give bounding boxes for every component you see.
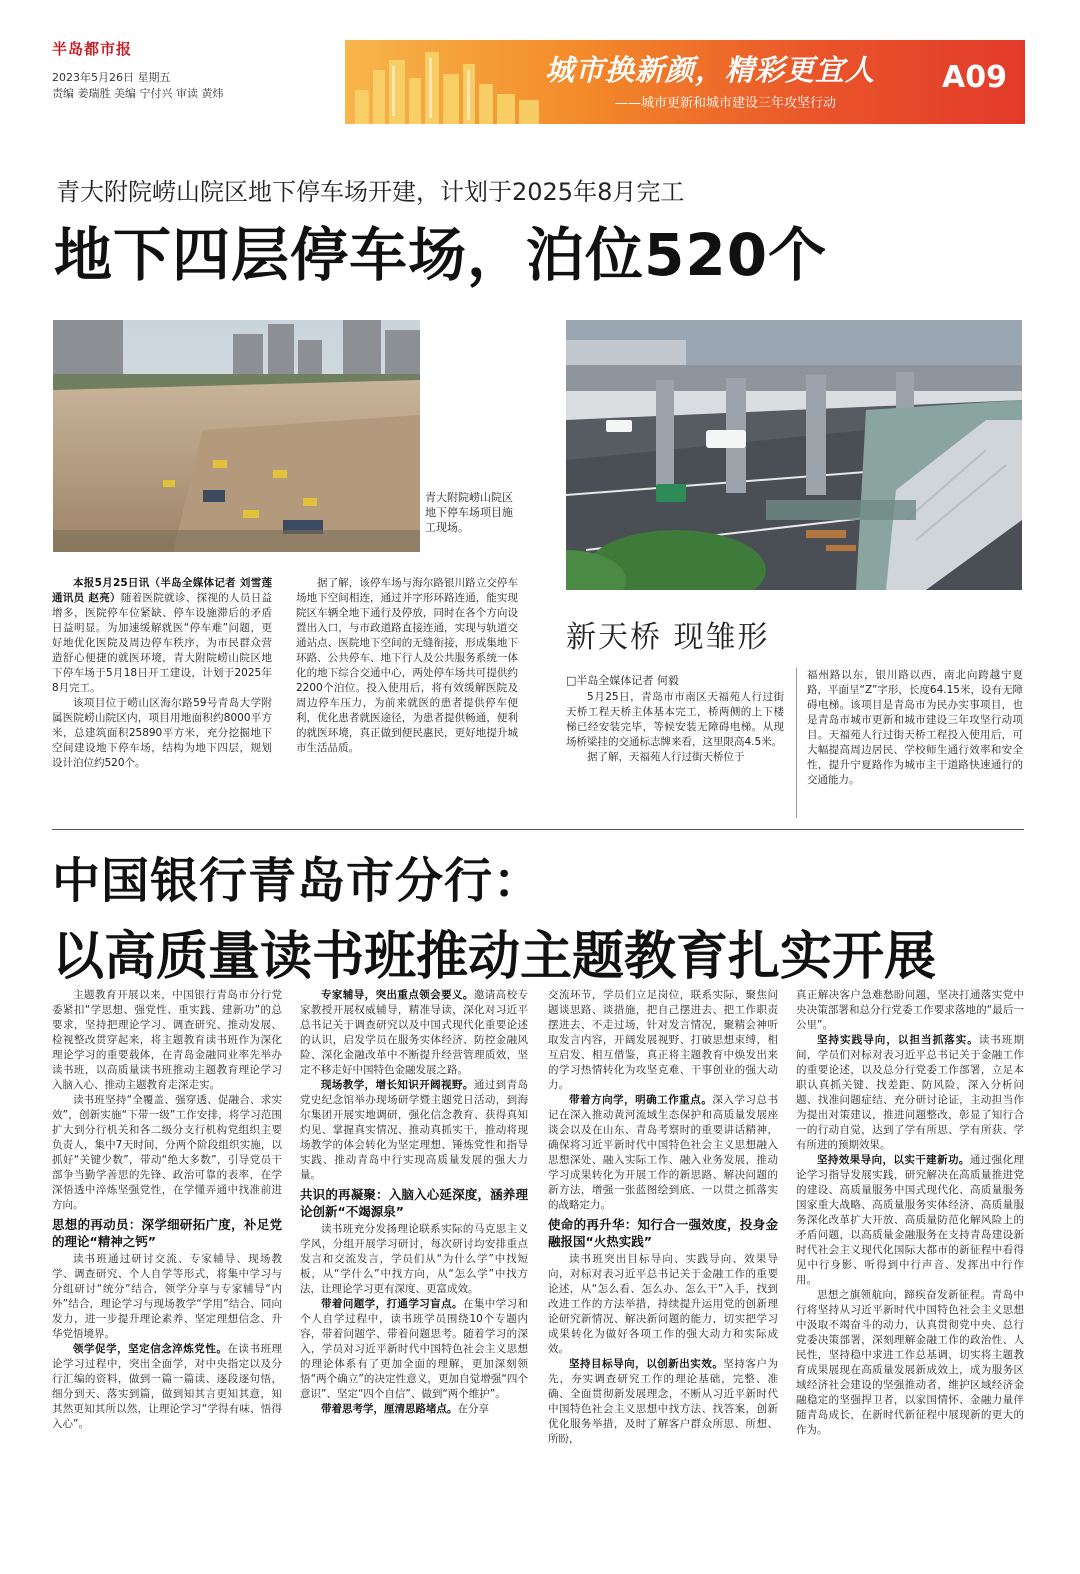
construction-site-photo xyxy=(53,320,420,552)
article3-paragraph: 读书班充分发扬理论联系实际的马克思主义学风，分组开展学习研讨，每次研讨均安排重点发言和交流发言，学员们从“为什么学”中找短板，从“学什么”中找方向，从“怎么学”中找方法，让理论学习更有深度、更富成效。 xyxy=(300,1223,528,1295)
article2-column-1 xyxy=(566,690,784,820)
newspaper-logo: 半岛都市报 xyxy=(52,40,133,58)
article3-paragraph: 坚持效果导向，以实干建新功。通过强化理论学习指导发展实践，研究解决在高质量推进党的建设、高质量服务中国式现代化、高质量服务国家重大战略、高质量服务实体经济、高质量服务深化改革扩大开放、高质量防范化解风险上的矛盾问题，以高质量金融服务在支持青岛建设新时代社会主义现代化国际大都市的新征程中看得见中行身影、听得到中行声音、发挥出中行作用。 xyxy=(796,1154,1024,1286)
article3-paragraph: 坚持实践导向，以担当抓落实。读书班期间，学员们对标对表习近平总书记关于金融工作的重要论述，以及总分行党委工作部署，立足本职认真抓关键、找差距、防风险，深入分析问题、找准问题症结、充分研讨论证，主动担当作为提出对策建议，推进问题整改，彰显了知行合一的行动自觉，达到了学有所思、学有所获、学有所进的预期效果。 xyxy=(796,1034,1024,1151)
article1-paragraph: 据了解，该停车场与海尔路银川路立交停车场地下空间相连，通过并字形环路连通，能实现院区车辆全地下通行及停放，同时在各个方向设置出入口，与市政道路直接连通，实现与轨道交通站点、医院地下空间的无缝衔接，形成集地下环路、公共停车、地下行人及公共服务系统一体化的地下综合交通中心，两处停车场共可提供约2200个泊位。投入使用后，将有效缓解医院及周边停车压力，为前来就医的患者提供停车便利，优化患者就医途径，为患者提供畅通，便利的就医环境，真正做到便民惠民，更好地提升城市生活品质。 xyxy=(296,577,518,754)
article3-paragraph: 带着问题学，打通学习盲点。在集中学习和个人自学过程中，读书班学员围绕10个专题内容，带着问题学、带着问题思考。随着学习的深入，学员对习近平新时代中国特色社会主义思想的理论体系有了更加全面的理解，更加深刻领悟“两个确立”的决定性意义，更加自觉增强“四个意识”、坚定“四个自信”、做到“两个维护”。 xyxy=(300,1298,528,1400)
article2-column-2 xyxy=(807,668,1023,818)
article2-paragraph: 据了解，天福苑人行过街天桥位于 xyxy=(587,751,745,763)
article3-column-4 xyxy=(796,988,1024,1554)
article3-column-1 xyxy=(52,988,282,1554)
article3-paragraph: 主题教育开展以来，中国银行青岛市分行党委紧扣“学思想、强党性、重实践、建新功”的总要求，坚持把理论学习、调查研究、推动发展、检视整改贯穿起来，将主题教育读书班作为深化理论学习的重要载体，在青岛金融同业率先举办读书班，以高质量读书班推动主题教育理论学习入脑入心、推动主题教育走深走实。 xyxy=(52,989,282,1091)
section-divider xyxy=(52,829,1024,830)
article3-subheading: 思想的再动员：深学细研拓广度，补足党的理论“精神之钙” xyxy=(52,1217,282,1249)
article3-column-3 xyxy=(548,988,778,1554)
column-divider xyxy=(796,668,797,818)
editor-credits: 责编 姜瑞胜 美编 宁付兴 审读 黄炜 xyxy=(52,87,224,100)
section-banner xyxy=(345,40,1025,124)
article3-paragraph: 读书班通过研讨交流、专家辅导、现场教学、调查研究、个人自学等形式，将集中学习与分组研讨“统分”结合，领学分享与专家辅导“内外”结合，理论学习与现场教学“学用”结合、同向发力，进一步提升理论素养、坚定理想信念、升华党悟境界。 xyxy=(52,1253,282,1340)
construction-photo-image xyxy=(53,320,420,552)
article3-paragraph: 读书班坚持“全覆盖、强穿透、促融合、求实效”，创新实施“下带一级”工作安排，将学习范围扩大到分行机关和各二级分支行机构党组织主要负责人，集中7天时间，分两个阶段组织实施，以抓好“关键少数”，带动“绝大多数”，引导党员干部争当勤学善思的先锋、政治可靠的表率，在学深悟透中淬炼坚强党性，在学懂弄通中找准前进方向。 xyxy=(52,1094,282,1211)
article3-headline-line2: 以高质量读书班推动主题教育扎实开展 xyxy=(52,927,937,987)
article2-paragraph: 5月25日，青岛市市南区天福苑人行过街天桥工程天桥主体基本完工，桥两侧的上下楼梯已经安装完毕，等候安装无障碍电梯。从现场桥梁挂的交通标志牌来看，这里限高4.5米。 xyxy=(566,691,784,748)
city-skyline-icon xyxy=(345,40,545,124)
construction-photo-caption: 青大附院崂山院区地下停车场项目施工现场。 xyxy=(425,491,513,534)
article3-paragraph: 真正解决客户急难愁盼问题，坚决打通落实党中央决策部署和总分行党委工作要求落地的“最后一公里”。 xyxy=(796,989,1024,1031)
article3-subheading: 共识的再凝聚：入脑入心延深度，涵养理论创新“不竭源泉” xyxy=(300,1187,528,1219)
masthead-meta xyxy=(52,70,223,102)
article1-paragraph: 本报5月25日讯（半岛全媒体记者 刘雪莲 通讯员 赵亮）随着医院就诊、探视的人员日益增多，医院停车位紧缺、停车设施滞后的矛盾日益明显。为加速缓解就医“停车难”问题，更好地优化医院及周边停车秩序，为市民群众营造舒心便捷的就医环境，青大附院崂山院区地下停车场于5月18日开工建设，计划于2025年8月完工。 xyxy=(52,577,272,694)
article2-paragraph: 福州路以东，银川路以西，南北向跨越宁夏路，平面呈“Z”字形，长度64.15米，设有无障碍电梯。该项目是青岛市为民办实事项目，也是青岛市城市更新和城市建设三年攻坚行动项目。天福苑人行过街天桥工程投入使用后，可大幅提高周边居民、学校师生通行效率和安全性，提升宁夏路作为城市主干道路快速通行的交通能力。 xyxy=(807,669,1023,786)
article1-headline: 地下四层停车场，泊位520个 xyxy=(54,221,828,289)
article3-subheading: 使命的再升华：知行合一强效度，投身金融报国“火热实践” xyxy=(548,1217,778,1249)
banner-title: 城市换新颜，精彩更宜人 xyxy=(545,53,876,87)
page-number: A09 xyxy=(942,60,1007,95)
article1-column-2 xyxy=(296,576,518,776)
article3-paragraph: 现场教学，增长知识开阔视野。通过到青岛党史纪念馆举办现场研学暨主题党日活动，到海尔集团开展实地调研，强化信念教育、获得真知灼见、掌握真实情况、推动真抓实干，推动将现场教学的体会转化为坚定理想、锤炼党性和指导实践、推动青岛中行实现高质量发展的强大力量。 xyxy=(300,1079,528,1181)
article1-paragraph: 该项目位于崂山区海尔路59号青岛大学附属医院崂山院区内，项目用地面积约8000平方米，总建筑面积25890平方米，充分挖掘地下空间建设地下停车场，结构为地下四层，规划设计泊位约520个。 xyxy=(52,697,272,769)
article1-subtitle: 青大附院崂山院区地下停车场开建，计划于2025年8月完工 xyxy=(56,178,685,206)
article3-paragraph: 带着思考学，厘清思路堵点。在分享 xyxy=(321,1403,489,1415)
banner-subtitle: ——城市更新和城市建设三年攻坚行动 xyxy=(615,96,837,111)
article3-paragraph: 坚持目标导向，以创新出实效。坚持客户为先，夯实调查研究工作的理论基础，完整、准确、全面贯彻新发展理念，不断从习近平新时代中国特色社会主义思想中找方法、找答案，创新优化服务举措，及时了解客户群众所思、所想、所盼， xyxy=(548,1358,778,1445)
article3-paragraph: 交流环节，学员们立足岗位，联系实际，聚焦问题谈思路、谈措施，把自己摆进去、把工作职责摆进去、不走过场，针对发言情况，聚精会神听取发言内容，开阔发展视野、打破思想束缚，相互启发、相互借鉴，真正将主题教育中焕发出来的学习热情转化为攻坚克难、干事创业的强大动力。 xyxy=(548,989,778,1091)
article3-paragraph: 带着方向学，明确工作重点。深入学习总书记在深入推动黄河流域生态保护和高质量发展座谈会以及在山东、青岛考察时的重要讲话精神，确保将习近平新时代中国特色社会主义思想融入思想深处、融入实际工作、融入业务发展，推动学习成果转化为开展工作的新思路、解决问题的新方法，增强一张蓝图绘到底、一以贯之抓落实的战略定力。 xyxy=(548,1094,778,1211)
article1-column-1 xyxy=(52,576,272,776)
issue-date: 2023年5月26日 星期五 xyxy=(52,71,171,84)
article3-paragraph: 专家辅导，突出重点领会要义。邀请高校专家教授开展权威辅导，精准导读，深化对习近平总书记关于调查研究以及中国式现代化重要论述的认识，启发学员在服务实体经济、防控金融风险、深化金融改革中不断提升经营管理质效，坚定不移走好中国特色金融发展之路。 xyxy=(300,989,528,1076)
article3-paragraph: 读书班突出目标导向、实践导向、效果导向，对标对表习近平总书记关于金融工作的重要论述，从“怎么看、怎么办、怎么干”入手，找到改进工作的方法举措，持续提升运用党的创新理论研究新情况、解决新问题的能力，切实把学习成果转化为做好各项工作的强大动力和实际成效。 xyxy=(548,1253,778,1355)
article2-headline: 新天桥 现雏形 xyxy=(566,620,770,655)
article3-paragraph: 思想之旗领航向，蹄疾奋发新征程。青岛中行将坚持从习近平新时代中国特色社会主义思想中汲取不竭奋斗的动力，认真贯彻党中央、总行党委决策部署，深刻理解金融工作的政治性、人民性，坚持稳中求进工作总基调，切实将主题教育成果展现在高质量发展新成效上，成为服务区域经济社会建设的坚强推动者，维护区域经济金融稳定的坚强捍卫者，以家国情怀、金融力量伴随青岛成长，在新时代新征程中展现新的更大的作为。 xyxy=(796,1289,1024,1436)
article2-byline: □半岛全媒体记者 何毅 xyxy=(566,674,679,687)
pedestrian-bridge-photo xyxy=(566,320,1022,590)
bridge-photo-image xyxy=(566,320,1022,590)
article3-headline-line1: 中国银行青岛市分行： xyxy=(52,853,543,909)
article3-paragraph: 领学促学，坚定信念淬炼党性。在读书班理论学习过程中，突出全面学，对中央指定以及分行汇编的资料，做到一篇一篇读、逐段逐句悟，细分到天、落实到篇，做到知其言更知其意，知其然更知其所以然，让理论学习“学得有味、悟得入心”。 xyxy=(52,1343,282,1430)
article3-column-2 xyxy=(300,988,528,1554)
